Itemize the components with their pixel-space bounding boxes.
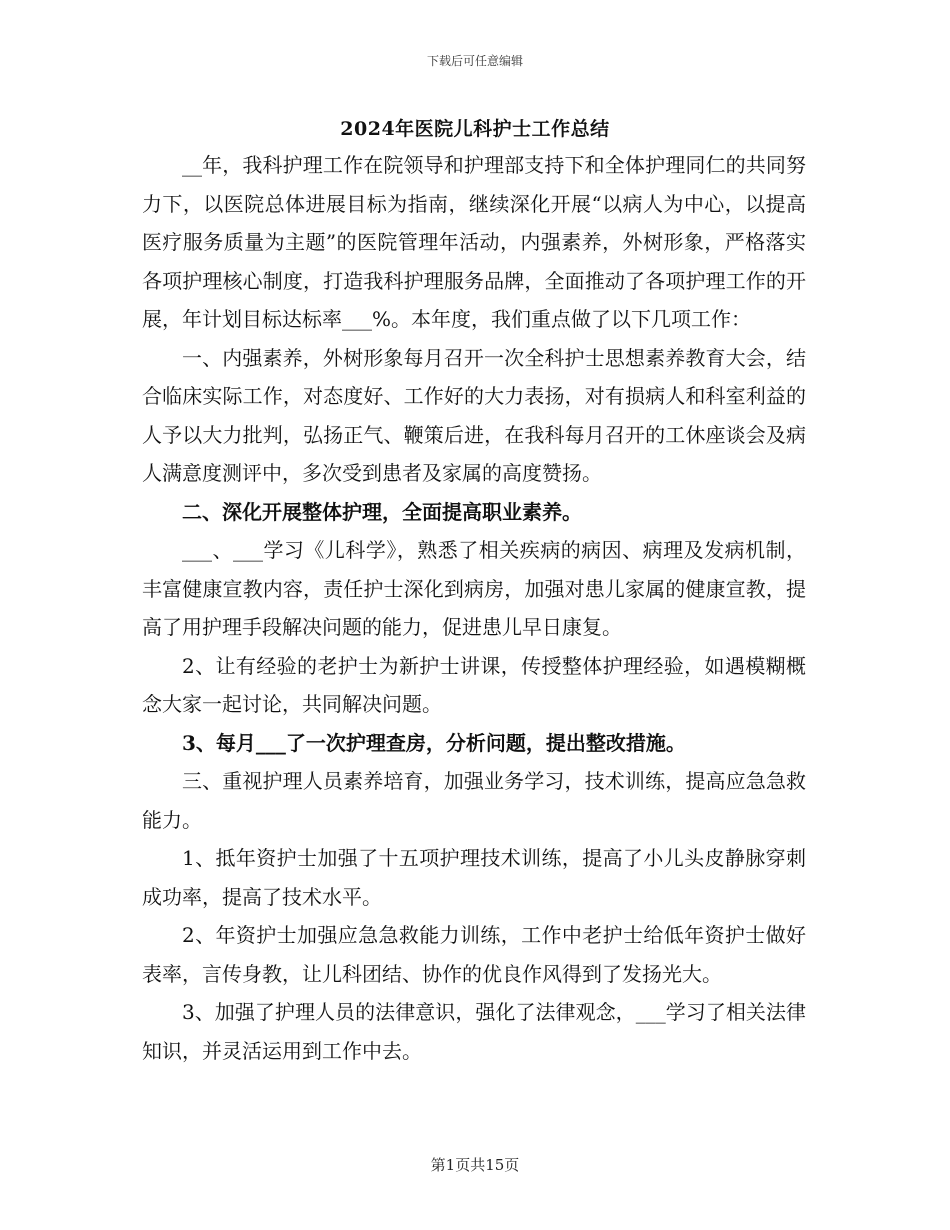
section-heading-2: 二、深化开展整体护理，全面提高职业素养。	[182, 499, 582, 524]
paragraph-item: 2、让有经验的老护士为新护士讲课，传授整体护理经验，如遇模糊概念大家一起讨论，共同解决问题。	[142, 653, 806, 716]
paragraph-item: ___、___学习《儿科学》，熟悉了相关疾病的病因、病理及发病机制，丰富健康宣教内容，责任护士深化到病房，加强对患儿家属的健康宣教，提高了用护理手段解决问题的能力，促进患儿早日康复。	[142, 538, 806, 639]
document-body	[142, 146, 806, 1070]
paragraph-intro: __年，我科护理工作在院领导和护理部支持下和全体护理同仁的共同努力下，以医院总体进展目标为指南，继续深化开展“以病人为中心，以提高医疗服务质量为主题”的医院管理年活动，内强素养，外树形象，严格落实各项护理核心制度，打造我科护理服务品牌，全面推动了各项护理工作的开展，年计划目标达标率___%。本年度，我们重点做了以下几项工作：	[142, 153, 806, 331]
page-header: 下载后可任意编辑	[426, 54, 523, 68]
page-footer: 第1页共15页	[430, 1156, 520, 1174]
paragraph-section-1: 一、内强素养，外树形象每月召开一次全科护士思想素养教育大会，结合临床实际工作，对态度好、工作好的大力表扬，对有损病人和科室利益的人予以大力批判，弘扬正气、鞭策后进，在我科每月召开的工休座谈会及病人满意度测评中，多次受到患者及家属的高度赞扬。	[142, 345, 806, 485]
section-heading-3: 三、重视护理人员素养培育，加强业务学习，技术训练，提高应急急救能力。	[142, 769, 806, 832]
paragraph-item-bold: 3、每月___了一次护理查房，分析问题，提出整改措施。	[182, 730, 686, 755]
document-title: 2024年医院儿科护士工作总结	[340, 118, 610, 140]
paragraph-item: 3、加强了护理人员的法律意识，强化了法律观念，___学习了相关法律知识，并灵活运用到工作中去。	[142, 1000, 806, 1063]
paragraph-item: 1、抵年资护士加强了十五项护理技术训练，提高了小儿头皮静脉穿刺成功率，提高了技术水平。	[142, 846, 806, 909]
paragraph-item: 2、年资护士加强应急急救能力训练，工作中老护士给低年资护士做好表率，言传身教，让儿科团结、协作的优良作风得到了发扬光大。	[142, 923, 806, 986]
